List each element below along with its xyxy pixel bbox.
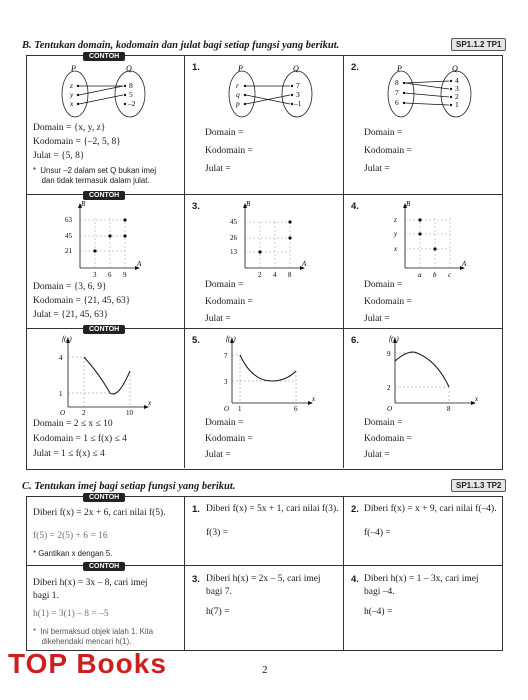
- svg-text:f(x): f(x): [226, 335, 236, 343]
- example-julat: Julat = 1 ≤ f(x) ≤ 4: [33, 449, 105, 459]
- question-number: 3.: [192, 574, 200, 585]
- svg-text:A: A: [302, 260, 307, 268]
- example-domain: Domain = {x, y, z}: [33, 123, 106, 133]
- svg-text:8: 8: [288, 271, 292, 279]
- svg-text:4: 4: [59, 354, 63, 362]
- svg-text:8: 8: [447, 405, 451, 413]
- svg-text:3: 3: [455, 84, 459, 93]
- contoh-badge: CONTOH: [83, 493, 125, 502]
- kodomain-label: Kodomain =: [205, 297, 253, 307]
- kodomain-label: Kodomain =: [205, 146, 253, 156]
- c-q4-question-line2: bagi –4.: [364, 587, 395, 597]
- svg-text:c: c: [448, 271, 452, 279]
- c-example-2-answer: h(1) = 3(1) – 8 = –5: [33, 609, 109, 619]
- svg-text:P: P: [397, 64, 402, 73]
- kodomain-label: Kodomain =: [364, 146, 412, 156]
- question-number: 2.: [351, 62, 359, 73]
- julat-label: Julat =: [205, 450, 231, 460]
- svg-text:x: x: [394, 245, 398, 253]
- domain-label: Domain =: [364, 418, 403, 428]
- svg-text:2: 2: [387, 384, 391, 392]
- svg-text:2: 2: [455, 92, 459, 101]
- ordered-pair-graph-example: [55, 200, 145, 280]
- svg-text:p: p: [236, 99, 240, 108]
- c-q2-answer: f(–4) =: [364, 528, 391, 538]
- svg-text:13: 13: [230, 248, 237, 256]
- julat-label: Julat =: [205, 314, 231, 324]
- domain-label: Domain =: [364, 128, 403, 138]
- contoh-badge: CONTOH: [83, 325, 125, 334]
- question-number: 2.: [351, 504, 359, 515]
- example-domain: Domain = {3, 6, 9}: [33, 282, 107, 292]
- svg-text:x: x: [148, 399, 152, 407]
- p-item: z: [70, 81, 73, 90]
- c-q2-question: Diberi f(x) = x + 9, cari nilai f(–4).: [364, 504, 497, 514]
- arrow-diagram-q1: [222, 64, 322, 120]
- svg-text:B: B: [246, 200, 251, 208]
- svg-text:6: 6: [108, 271, 112, 279]
- contoh-badge: CONTOH: [83, 52, 125, 61]
- julat-label: Julat =: [205, 164, 231, 174]
- arrow-diagram-example: [55, 64, 155, 120]
- svg-text:r: r: [236, 81, 239, 90]
- svg-text:1: 1: [59, 390, 63, 398]
- c-q4-answer: h(–4) =: [364, 607, 393, 617]
- contoh-badge: CONTOH: [83, 191, 125, 200]
- svg-text:x: x: [312, 395, 316, 403]
- section-b-title: B. Tentukan domain, kodomain dan julat bagi setiap fungsi yang berikut.: [22, 40, 340, 51]
- function-graph-example: [48, 335, 153, 415]
- example-kodomain: Kodomain = {–2, 5, 8}: [33, 137, 121, 147]
- svg-text:3: 3: [224, 378, 228, 386]
- p-item: x: [70, 99, 74, 108]
- svg-text:45: 45: [230, 218, 237, 226]
- kodomain-label: Kodomain =: [205, 434, 253, 444]
- p-item: y: [70, 90, 74, 99]
- arrow-diagram-q2: [381, 64, 481, 120]
- set-p-label: P: [71, 64, 76, 73]
- c-q4-question: Diberi h(x) = 1 – 3x, cari imej: [364, 574, 479, 584]
- question-number: 4.: [351, 574, 359, 585]
- example-julat: Julat = {21, 45, 63}: [33, 310, 109, 320]
- svg-text:7: 7: [224, 352, 228, 360]
- svg-text:B: B: [406, 200, 411, 208]
- svg-text:O: O: [60, 409, 66, 415]
- svg-text:9: 9: [123, 271, 127, 279]
- svg-text:q: q: [236, 90, 240, 99]
- c-example-1-question: Diberi f(x) = 2x + 6, cari nilai f(5).: [33, 508, 166, 518]
- svg-text:4: 4: [273, 271, 277, 279]
- example-kodomain: Kodomain = 1 ≤ f(x) ≤ 4: [33, 434, 127, 444]
- svg-text:45: 45: [65, 232, 72, 240]
- c-q1-question: Diberi f(x) = 5x + 1, cari nilai f(3).: [206, 504, 339, 514]
- julat-label: Julat =: [364, 314, 390, 324]
- svg-text:3: 3: [93, 271, 97, 279]
- svg-text:10: 10: [126, 409, 133, 415]
- domain-label: Domain =: [205, 418, 244, 428]
- svg-text:7: 7: [395, 88, 399, 97]
- q-item: 8: [129, 81, 133, 90]
- watermark-logo: TOP Books: [8, 648, 167, 679]
- svg-text:8: 8: [395, 78, 399, 87]
- svg-text:a: a: [418, 271, 422, 279]
- svg-text:–1: –1: [294, 99, 302, 108]
- svg-text:4: 4: [455, 76, 459, 85]
- c-example-2-note: * Ini bermaksud objek ialah 1. Kita dikehendaki mencari h(1).: [33, 627, 154, 646]
- svg-text:21: 21: [65, 247, 72, 255]
- question-number: 4.: [351, 201, 359, 212]
- domain-label: Domain =: [205, 280, 244, 290]
- contoh-badge: CONTOH: [83, 562, 125, 571]
- c-q3-answer: h(7) =: [206, 607, 230, 617]
- svg-text:6: 6: [294, 405, 298, 413]
- svg-text:B: B: [81, 200, 86, 208]
- svg-text:6: 6: [395, 98, 399, 107]
- c-q3-question: Diberi h(x) = 2x – 5, cari imej: [206, 574, 321, 584]
- svg-text:7: 7: [296, 81, 300, 90]
- function-graph-q6: [375, 335, 480, 415]
- section-c-title: C. Tentukan imej bagi setiap fungsi yang berikut.: [22, 481, 236, 492]
- svg-text:f(x): f(x): [389, 335, 399, 343]
- c-example-1-answer: f(5) = 2(5) + 6 = 16: [33, 531, 108, 541]
- svg-text:2: 2: [258, 271, 262, 279]
- question-number: 3.: [192, 201, 200, 212]
- svg-text:A: A: [462, 260, 467, 268]
- svg-text:x: x: [475, 395, 479, 403]
- svg-text:63: 63: [65, 216, 72, 224]
- kodomain-label: Kodomain =: [364, 434, 412, 444]
- kodomain-label: Kodomain =: [364, 297, 412, 307]
- c-example-1-note: * Gantikan x dengan 5.: [33, 549, 113, 558]
- svg-text:A: A: [137, 260, 142, 268]
- question-number: 6.: [351, 335, 359, 346]
- svg-text:O: O: [224, 405, 230, 413]
- svg-text:Q: Q: [452, 64, 458, 73]
- ordered-pair-graph-q4: [380, 200, 470, 280]
- question-number: 1.: [192, 62, 200, 73]
- set-q-label: Q: [293, 64, 299, 73]
- q-item: –2: [128, 99, 136, 108]
- svg-text:1: 1: [455, 100, 459, 109]
- svg-text:9: 9: [387, 350, 391, 358]
- c-example-2-question-line2: bagi 1.: [33, 591, 59, 601]
- svg-text:O: O: [387, 405, 393, 413]
- c-q1-answer: f(3) =: [206, 528, 228, 538]
- page-number: 2: [262, 664, 268, 676]
- example-kodomain: Kodomain = {21, 45, 63}: [33, 296, 131, 306]
- section-c-tag: SP1.1.3 TP2: [451, 479, 506, 492]
- svg-text:b: b: [433, 271, 437, 279]
- julat-label: Julat =: [364, 164, 390, 174]
- example-note: * Unsur –2 dalam set Q bukan imej dan tidak termasuk dalam julat.: [33, 166, 157, 185]
- c-q3-question-line2: bagi 7.: [206, 587, 232, 597]
- svg-text:y: y: [394, 230, 398, 238]
- julat-label: Julat =: [364, 450, 390, 460]
- svg-text:2: 2: [82, 409, 86, 415]
- svg-text:26: 26: [230, 234, 237, 242]
- q-item: 5: [129, 90, 133, 99]
- svg-text:z: z: [394, 216, 397, 224]
- svg-text:f(x): f(x): [62, 335, 72, 343]
- section-b-tag: SP1.1.2 TP1: [451, 38, 506, 51]
- question-number: 5.: [192, 335, 200, 346]
- ordered-pair-graph-q3: [220, 200, 310, 280]
- question-number: 1.: [192, 504, 200, 515]
- svg-text:1: 1: [238, 405, 242, 413]
- set-q-label: Q: [126, 64, 132, 73]
- example-julat: Julat = {5, 8}: [33, 151, 85, 161]
- c-example-2-question: Diberi h(x) = 3x – 8, cari imej: [33, 578, 148, 588]
- example-domain: Domain = 2 ≤ x ≤ 10: [33, 419, 113, 429]
- svg-text:3: 3: [296, 90, 300, 99]
- function-graph-q5: [212, 335, 317, 415]
- set-p-label: P: [238, 64, 243, 73]
- domain-label: Domain =: [364, 280, 403, 290]
- domain-label: Domain =: [205, 128, 244, 138]
